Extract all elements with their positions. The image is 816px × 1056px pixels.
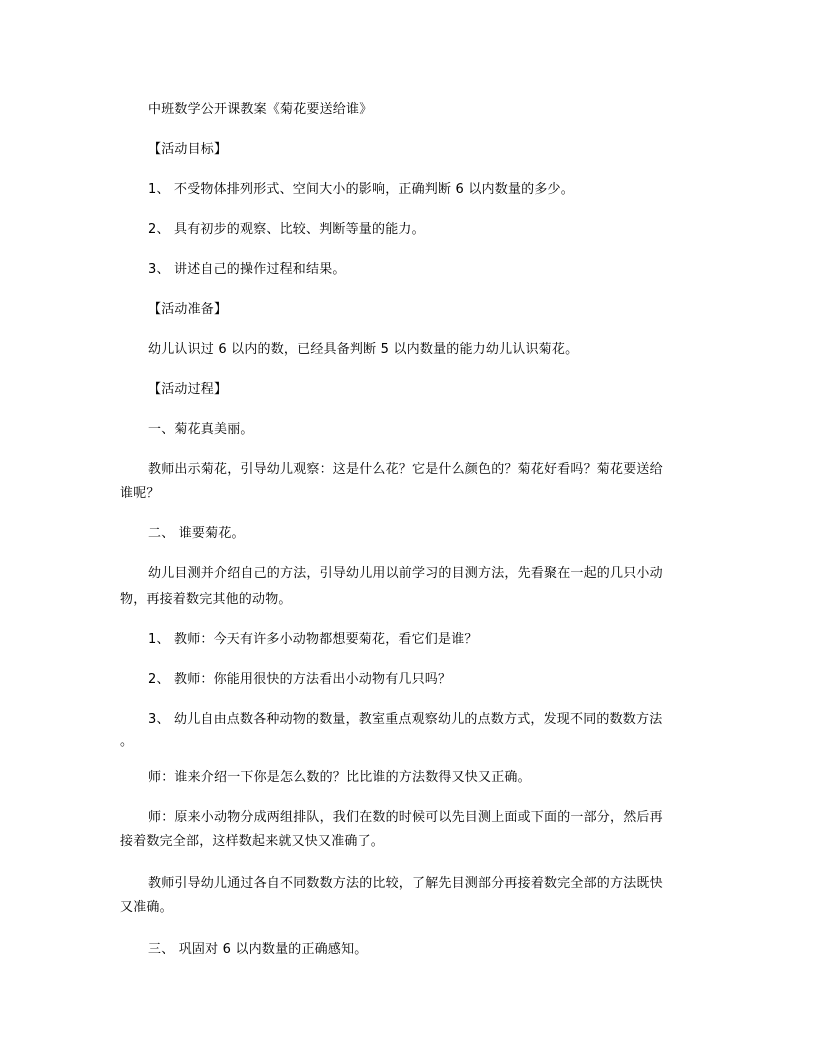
section-2-paragraph-line: 物，再接着数完其他的动物。 (120, 592, 292, 607)
section-2-heading: 二、 谁要菊花。 (148, 526, 245, 541)
objective-item-1: 1、 不受物体排列形式、空间大小的影响，正确判断 6 以内数量的多少。 (148, 182, 574, 197)
process-heading: 【活动过程】 (148, 382, 228, 397)
section-1-heading: 一、菊花真美丽。 (148, 422, 254, 437)
preparation-text: 幼儿认识过 6 以内的数，已经具备判断 5 以内数量的能力幼儿认识菊花。 (148, 342, 579, 357)
summary-paragraph-line: 教师引导幼儿通过各自不同数数方法的比较，了解先目测部分再接着数完全部的方法既快 (148, 876, 663, 891)
step-item-3-line: 。 (120, 734, 134, 749)
document-title: 中班数学公开课教案《菊花要送给谁》 (148, 102, 373, 117)
teacher-question-1: 师：谁来介绍一下你是怎么数的？比比谁的方法数得又快又正确。 (148, 770, 531, 785)
objective-item-3: 3、 讲述自己的操作过程和结果。 (148, 262, 346, 277)
step-item-3-line: 3、 幼儿自由点数各种动物的数量，教室重点观察幼儿的点数方式，发现不同的数数方法 (148, 712, 663, 727)
section-1-paragraph-line: 谁呢？ (120, 486, 160, 501)
teacher-question-2-line: 师：原来小动物分成两组排队，我们在数的时候可以先目测上面或下面的一部分，然后再 (148, 810, 663, 825)
summary-paragraph-line: 又准确。 (120, 900, 173, 915)
teacher-question-2-line: 接着数完全部，这样数起来就又快又准确了。 (120, 834, 385, 849)
objective-item-2: 2、 具有初步的观察、比较、判断等量的能力。 (148, 222, 425, 237)
section-3-heading: 三、 巩固对 6 以内数量的正确感知。 (148, 942, 368, 957)
preparation-heading: 【活动准备】 (148, 302, 228, 317)
section-1-paragraph-line: 教师出示菊花，引导幼儿观察：这是什么花？它是什么颜色的？菊花好看吗？菊花要送给 (148, 462, 663, 477)
objectives-heading: 【活动目标】 (148, 142, 228, 157)
section-2-paragraph-line: 幼儿目测并介绍自己的方法，引导幼儿用以前学习的目测方法，先看聚在一起的几只小动 (148, 566, 663, 581)
step-item-2: 2、 教师：你能用很快的方法看出小动物有几只吗？ (148, 672, 452, 687)
step-item-1: 1、 教师：今天有许多小动物都想要菊花，看它们是谁？ (148, 632, 478, 647)
